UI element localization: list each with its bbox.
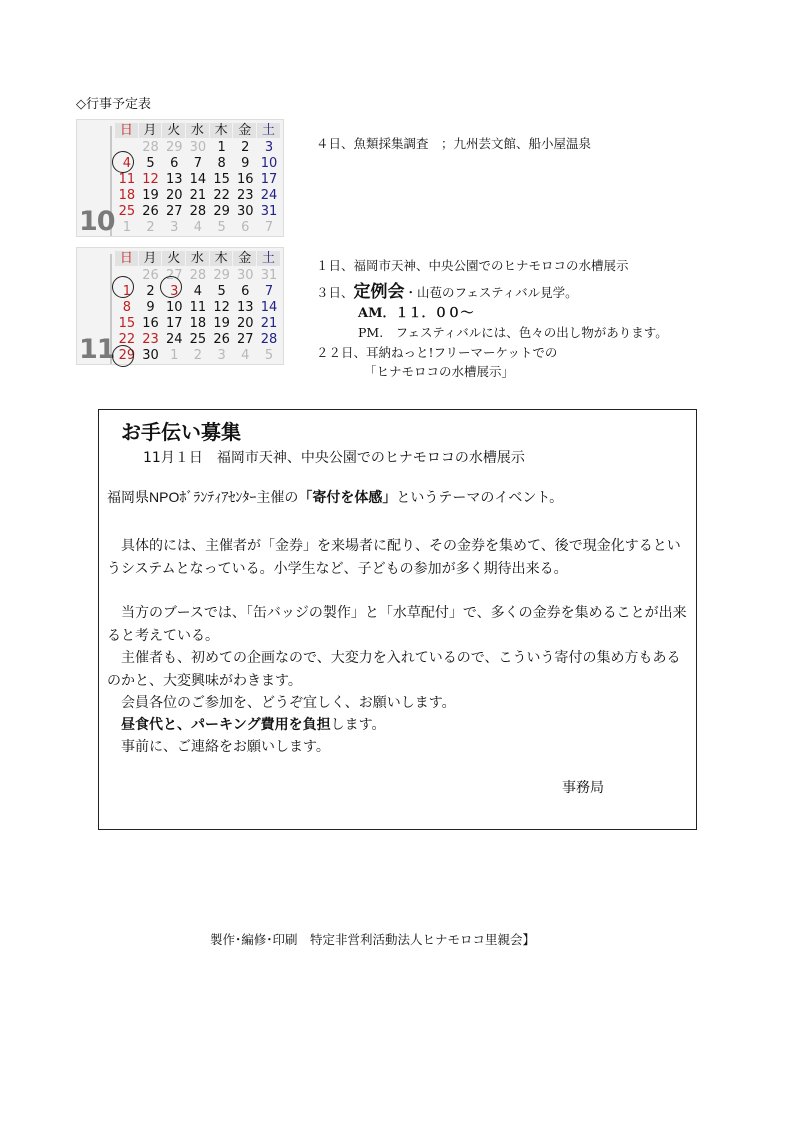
calendar-day: 14 [260, 300, 278, 315]
calendar-november [76, 247, 284, 365]
calendar-week-row [115, 348, 281, 364]
calendar-day: 13 [165, 172, 183, 187]
calendar-day: 20 [237, 316, 254, 331]
calendar-day: 1 [122, 284, 131, 299]
calendar-day: 21 [189, 188, 207, 203]
calendar-day: 20 [165, 188, 183, 203]
event-day-prefix: ３日、 [316, 285, 354, 300]
calendar-day: 6 [241, 220, 250, 235]
event-pm-note: PM. フェスティバルには、色々の出し物があります。 [358, 325, 668, 340]
calendar-week-row [115, 284, 281, 300]
calendar-day: 14 [189, 172, 207, 187]
calendar-day: 22 [118, 332, 136, 347]
weekday-label: 日 [115, 123, 139, 138]
calendar-day: 29 [213, 268, 230, 283]
weekday-label: 水 [186, 251, 210, 266]
calendar-day: 3 [170, 284, 179, 299]
calendar-day: 15 [118, 316, 136, 331]
calendar-day: 18 [118, 188, 136, 203]
calendar-day: 26 [142, 204, 159, 219]
calendar-day: 28 [189, 204, 207, 219]
calendar-day: 29 [213, 204, 230, 219]
calendar-day: 25 [118, 204, 136, 219]
weekday-header [115, 123, 281, 138]
calendar-day: 16 [142, 316, 159, 331]
calendar-day: 7 [264, 284, 274, 299]
calendar-day: 8 [122, 300, 131, 315]
calendar-month-label: 10 [79, 206, 115, 237]
calendar-day: 23 [142, 332, 159, 347]
calendar-day: 6 [170, 156, 179, 171]
calendar-day: 8 [217, 156, 226, 171]
event-nov-22: ２２日、耳納ねっと!フリーマーケットでの [316, 345, 558, 360]
weekday-label: 火 [162, 123, 186, 138]
calendar-day: 17 [260, 172, 278, 187]
calendar-week-row [115, 140, 281, 156]
calendar-day: 11 [189, 300, 207, 315]
calendar-day: 28 [189, 268, 207, 283]
event-day-circle [112, 151, 134, 173]
calendar-day: 10 [165, 300, 183, 315]
calendar-day: 4 [122, 156, 131, 171]
calendar-month-label: 11 [79, 334, 115, 365]
notice-paragraph: 主催者も、初めての企画なので、大変力を入れているので、こういう寄付の集め方もあるのかと、大変興味がわきます。 [107, 649, 681, 688]
calendar-day: 27 [165, 268, 183, 283]
event-description: ・山苞のフェスティバル見学。 [404, 285, 578, 300]
weekday-label: 金 [233, 123, 257, 138]
calendar-day: 1 [170, 348, 179, 363]
calendar-day: 4 [193, 220, 203, 235]
calendar-week-row [115, 332, 281, 348]
calendar-day: 26 [142, 268, 159, 283]
weekday-label: 土 [257, 251, 281, 266]
weekday-label: 月 [139, 251, 163, 266]
calendar-day: 23 [237, 188, 254, 203]
weekday-label: 日 [115, 251, 139, 266]
calendar-day: 15 [213, 172, 230, 187]
calendar-day: 25 [189, 332, 207, 347]
calendar-day: 4 [193, 284, 203, 299]
calendar-day: 21 [260, 316, 278, 331]
calendar-day: 12 [142, 172, 159, 187]
calendar-day: 3 [217, 348, 226, 363]
section-title: ◇行事予定表 [76, 97, 151, 112]
notice-signature: 事務局 [562, 780, 604, 796]
calendar-day: 18 [189, 316, 207, 331]
notice-paragraph: 具体的には、主催者が「金券」を来場者に配り、その金券を集めて、後で現金化するというシステムとなっている。小学生など、子どもの参加が多く期待出来る。 [107, 537, 681, 576]
event-day-circle [112, 276, 134, 298]
weekday-label: 金 [233, 251, 257, 266]
calendar-day: 5 [146, 156, 155, 171]
calendar-day: 30 [142, 348, 159, 363]
calendar-day: 6 [241, 284, 250, 299]
calendar-day: 19 [142, 188, 159, 203]
calendar-day: 30 [237, 204, 254, 219]
event-day-circle [112, 345, 134, 367]
calendar-day: 28 [260, 332, 278, 347]
event-nov-22-detail: 「ヒナモロコの水槽展示」 [364, 364, 515, 379]
calendar-day: 22 [213, 188, 230, 203]
calendar-day: 13 [237, 300, 254, 315]
calendar-day: 16 [237, 172, 254, 187]
weekday-label: 土 [257, 123, 281, 138]
calendar-day: 4 [241, 348, 250, 363]
notice-title: お手伝い募集 [121, 422, 241, 444]
calendar-day: 29 [118, 348, 136, 363]
calendar-day: 27 [237, 332, 254, 347]
notice-emphasis: 「寄付を体感」 [298, 489, 397, 505]
weekday-label: 水 [186, 123, 210, 138]
calendar-day: 1 [217, 140, 226, 155]
calendar-day: 17 [165, 316, 183, 331]
calendar-day: 3 [170, 220, 179, 235]
notice-subtitle: 11月１日 福岡市天神、中央公園でのヒナモロコの水槽展示 [143, 450, 525, 466]
notice-text: 福岡県NPOﾎﾞﾗﾝﾃｨｱｾﾝﾀｰ主催の [107, 489, 299, 505]
calendar-day: 2 [146, 284, 155, 299]
footer-credit: 製作･編修･印刷 特定非営利活動法人ヒナモロコ里親会】 [210, 932, 536, 947]
calendar-day: 2 [241, 140, 250, 155]
notice-paragraph [107, 713, 692, 736]
calendar-week-row [115, 300, 281, 316]
event-am-time: AM．１１．００～ [358, 306, 474, 321]
weekday-label: 木 [210, 123, 234, 138]
event-highlight: 定例会 [353, 282, 405, 301]
calendar-day: 2 [146, 220, 155, 235]
calendar-day: 29 [165, 140, 183, 155]
calendar-day: 11 [118, 172, 136, 187]
calendar-day: 5 [217, 284, 226, 299]
calendar-day: 26 [213, 332, 230, 347]
calendar-day: 5 [264, 348, 274, 363]
notice-paragraph: 事前に、ご連絡をお願いします。 [107, 738, 330, 754]
calendar-day: 30 [189, 140, 207, 155]
calendar-day: 3 [264, 140, 274, 155]
calendar-day: 30 [237, 268, 254, 283]
weekday-header [115, 251, 281, 266]
calendar-day: 7 [264, 220, 274, 235]
notice-text [107, 716, 121, 732]
calendar-day: 28 [142, 140, 159, 155]
calendar-week-row [115, 220, 281, 236]
notice-paragraph: 当方のブースでは、「缶バッジの製作」と「水草配付」で、多くの金券を集めることが出来ると考えている。 [107, 604, 687, 643]
calendar-week-row [115, 316, 281, 332]
calendar-day: 27 [165, 204, 183, 219]
calendar-day: 12 [213, 300, 230, 315]
calendar-october [76, 119, 284, 237]
calendar-week-row [115, 204, 281, 220]
calendar-day: 10 [260, 156, 278, 171]
weekday-label: 木 [210, 251, 234, 266]
notice-text: します。 [330, 716, 386, 732]
notice-paragraph [107, 486, 692, 509]
calendar-day: 9 [241, 156, 250, 171]
calendar-week-row [115, 172, 281, 188]
calendar-day: 19 [213, 316, 230, 331]
calendar-day: 24 [165, 332, 183, 347]
event-day-circle [160, 276, 182, 298]
calendar-day: 24 [260, 188, 278, 203]
notice-text: というテーマのイベント。 [396, 489, 564, 505]
calendar-day: 5 [217, 220, 226, 235]
calendar-day: 9 [146, 300, 155, 315]
event-nov-1: １日、福岡市天神、中央公園でのヒナモロコの水槽展示 [316, 258, 629, 273]
calendar-day: 7 [193, 156, 203, 171]
calendar-day: 31 [260, 204, 278, 219]
notice-paragraph: 会員各位のご参加を、どうぞ宜しく、お願いします。 [107, 694, 456, 710]
calendar-day: 1 [122, 220, 131, 235]
volunteer-notice-box [98, 409, 697, 830]
calendar-day: 2 [193, 348, 203, 363]
event-oct-4: ４日、魚類採集調査 ；九州芸文館、船小屋温泉 [316, 136, 592, 151]
calendar-week-row [115, 268, 281, 284]
calendar-week-row [115, 156, 281, 172]
weekday-label: 月 [139, 123, 163, 138]
calendar-week-row [115, 188, 281, 204]
event-nov-3 [316, 277, 578, 302]
notice-emphasis: 昼食代と、パーキング費用を負担 [121, 716, 331, 732]
weekday-label: 火 [162, 251, 186, 266]
calendar-day: 31 [260, 268, 278, 283]
